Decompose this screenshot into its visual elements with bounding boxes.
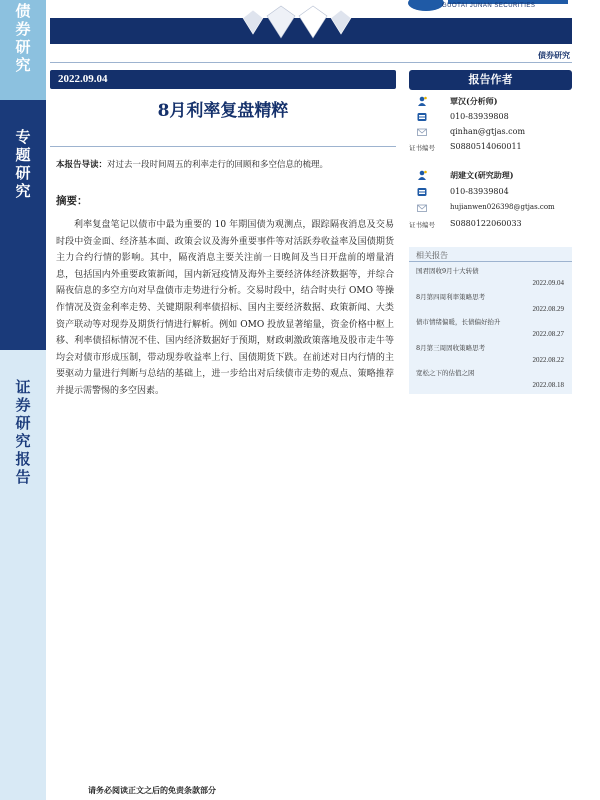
person-icon — [417, 96, 427, 106]
disclaimer-footer: 请务必阅读正文之后的免责条款部分 — [88, 785, 216, 795]
author-name: 覃汉(分析师) — [450, 96, 498, 106]
sidebar-char: 专 — [15, 128, 31, 146]
sidebar-char: 究 — [15, 182, 31, 200]
related-report-date: 2022.09.04 — [532, 279, 564, 287]
cert-label: 证书编号 — [409, 221, 435, 229]
author-name: 胡建文(研究助理) — [450, 170, 514, 180]
mail-icon — [417, 203, 427, 213]
guide-text: 对过去一段时间周五的利率走行的回顾和多空信息的梳理。 — [107, 160, 329, 170]
related-report-title[interactable]: 8月第四周利率策略思考 — [416, 293, 486, 301]
abstract-body: 利率复盘笔记以债市中最为重要的 10 年期国债为观测点，跟踪隔夜消息及交易时段中资金面、经济基本面、政策会议及海外重要事件等对活跃券收益率及国债期货主力合约行情的影响。其中，隔夜消息主要关注前一日晚间及当日开盘前的增量消息，包括国内外重要政策新闻，国内新冠疫情及海外主要经济体经济数据等，并综合隔夜信息的多空方向对早盘债市走势进行分析。交易时段中，结合时央行 OMO 等操作情况及资金利率走势、关键期限利率债招标、国内主要经济数据、政策新闻、大类资产联动等对现券及期货行情进行解析。例如 OMO 投放显著缩量，资金价格中枢上移、利率债招标情况不佳、国内经济数据好于预期，财政刺激政策落地及股市走牛等均会对债市形成压制，带动现券收益率上行、国债期货下跌。在前述对日内行情的主要驱动力量进行判断与总结的基础上，进一步给出对后续债市走势的观点、策略推荐并提示需警惕的多空因素。 — [56, 220, 394, 396]
sidebar-char: 券 — [15, 396, 31, 414]
sidebar-low-label — [0, 378, 46, 486]
author-phone: 010-83939808 — [450, 112, 509, 121]
related-report-date: 2022.08.29 — [532, 305, 564, 313]
related-report-date: 2022.08.22 — [532, 356, 564, 364]
logo-text: GUOTAI JUNAN SECURITIES — [442, 3, 536, 9]
related-report-date: 2022.08.27 — [532, 330, 564, 338]
sidebar-char: 研 — [15, 164, 31, 182]
sidebar-char: 题 — [15, 146, 31, 164]
abstract-label: 摘要： — [56, 195, 88, 207]
sidebar-char: 究 — [15, 56, 31, 74]
author-email[interactable]: hujianwen026398@gtjas.com — [450, 203, 555, 211]
phone-icon — [417, 112, 427, 122]
related-report-title[interactable]: 宽松之下的估值之困 — [416, 369, 475, 377]
guide-label: 本报告导读： — [56, 160, 108, 170]
title-divider — [50, 146, 396, 147]
report-date: 2022.09.04 — [58, 73, 108, 85]
sidebar-top-label — [0, 2, 46, 74]
sidebar-char: 究 — [15, 432, 31, 450]
sidebar-char: 证 — [15, 378, 31, 396]
cert-number: S0880514060011 — [450, 142, 522, 151]
related-divider — [409, 261, 572, 262]
cert-number: S0880122060033 — [450, 219, 522, 228]
related-report-date: 2022.08.18 — [532, 381, 564, 389]
cert-label: 证书编号 — [409, 144, 435, 152]
author-email[interactable]: qinhan@gtjas.com — [450, 127, 526, 136]
sidebar-char: 告 — [15, 468, 31, 486]
header-divider — [50, 62, 572, 63]
sidebar-char: 报 — [15, 450, 31, 468]
diamond-decoration-icon — [235, 4, 355, 44]
related-reports-heading: 相关报告 — [416, 251, 448, 260]
author-phone: 010-83939804 — [450, 187, 509, 196]
authors-heading: 报告作者 — [409, 70, 572, 90]
sidebar-mid-label — [0, 128, 46, 200]
sidebar-char: 研 — [15, 414, 31, 432]
related-report-title[interactable]: 8月第三周固收策略思考 — [416, 344, 486, 352]
report-title: 8月利率复盘精粹 — [157, 101, 289, 121]
person-icon — [417, 170, 427, 180]
phone-icon — [417, 187, 427, 197]
related-report-title[interactable]: 债市情绪偏暖，长债偏好抬升 — [416, 318, 501, 326]
sidebar-char: 券 — [15, 20, 31, 38]
mail-icon — [417, 127, 427, 137]
report-guide — [56, 158, 394, 172]
category-label: 债券研究 — [538, 50, 570, 60]
sidebar-char: 研 — [15, 38, 31, 56]
related-report-title[interactable]: 国君固收9月十大转债 — [416, 267, 479, 275]
sidebar-char: 债 — [15, 2, 31, 20]
